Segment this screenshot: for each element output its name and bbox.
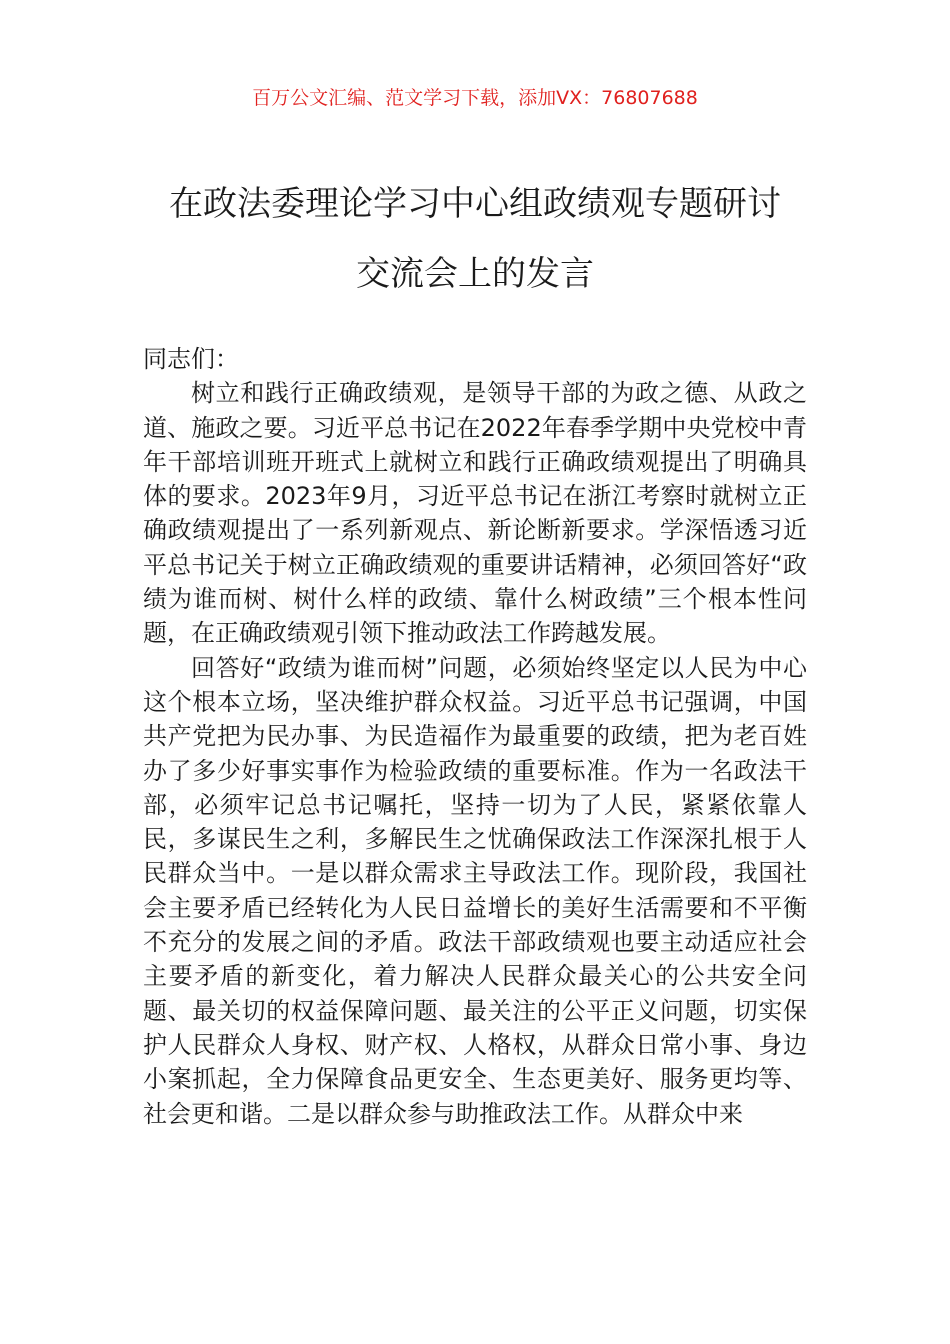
header-note: 百万公文汇编、范文学习下载，添加VX：76807688: [252, 87, 698, 109]
title-line-1: 在政法委理论学习中心组政绩观专题研讨: [169, 184, 781, 224]
salutation: 同志们：: [143, 345, 239, 373]
paragraph-1: 树立和践行正确政绩观，是领导干部的为政之德、从政之道、施政之要。习近平总书记在2022年春季学期中央党校中青年干部培训班开班式上就树立和践行正确政绩观提出了明确具体的要求。2023年9月，习近平总书记在浙江考察时就树立正确政绩观提出了一系列新观点、新论断新要求。学深悟透习近平总书记关于树立正确政绩观的重要讲话精神，必须回答好“政绩为谁而树、树什么样的政绩、靠什么树政绩”三个根本性问题，在正确政绩观引领下推动政法工作跨越发展。: [143, 379, 807, 648]
document-body: [143, 342, 807, 1131]
document-title: [120, 176, 830, 302]
title-line-2: 交流会上的发言: [356, 254, 594, 294]
paragraph-2: 回答好“政绩为谁而树”问题，必须始终坚定以人民为中心这个根本立场，坚决维护群众权益。习近平总书记强调，中国共产党把为民办事、为民造福作为最重要的政绩，把为老百姓办了多少好事实事作为检验政绩的重要标准。作为一名政法干部，必须牢记总书记嘱托，坚持一切为了人民，紧紧依靠人民，多谋民生之利，多解民生之忧确保政法工作深深扎根于人民群众当中。一是以群众需求主导政法工作。现阶段，我国社会主要矛盾已经转化为人民日益增长的美好生活需要和不平衡不充分的发展之间的矛盾。政法干部政绩观也要主动适应社会主要矛盾的新变化，着力解决人民群众最关心的公共安全问题、最关切的权益保障问题、最关注的公平正义问题，切实保护人民群众人身权、财产权、人格权，从群众日常小事、身边小案抓起，全力保障食品更安全、生态更美好、服务更均等、社会更和谐。二是以群众参与助推政法工作。从群众中来: [143, 653, 807, 1128]
